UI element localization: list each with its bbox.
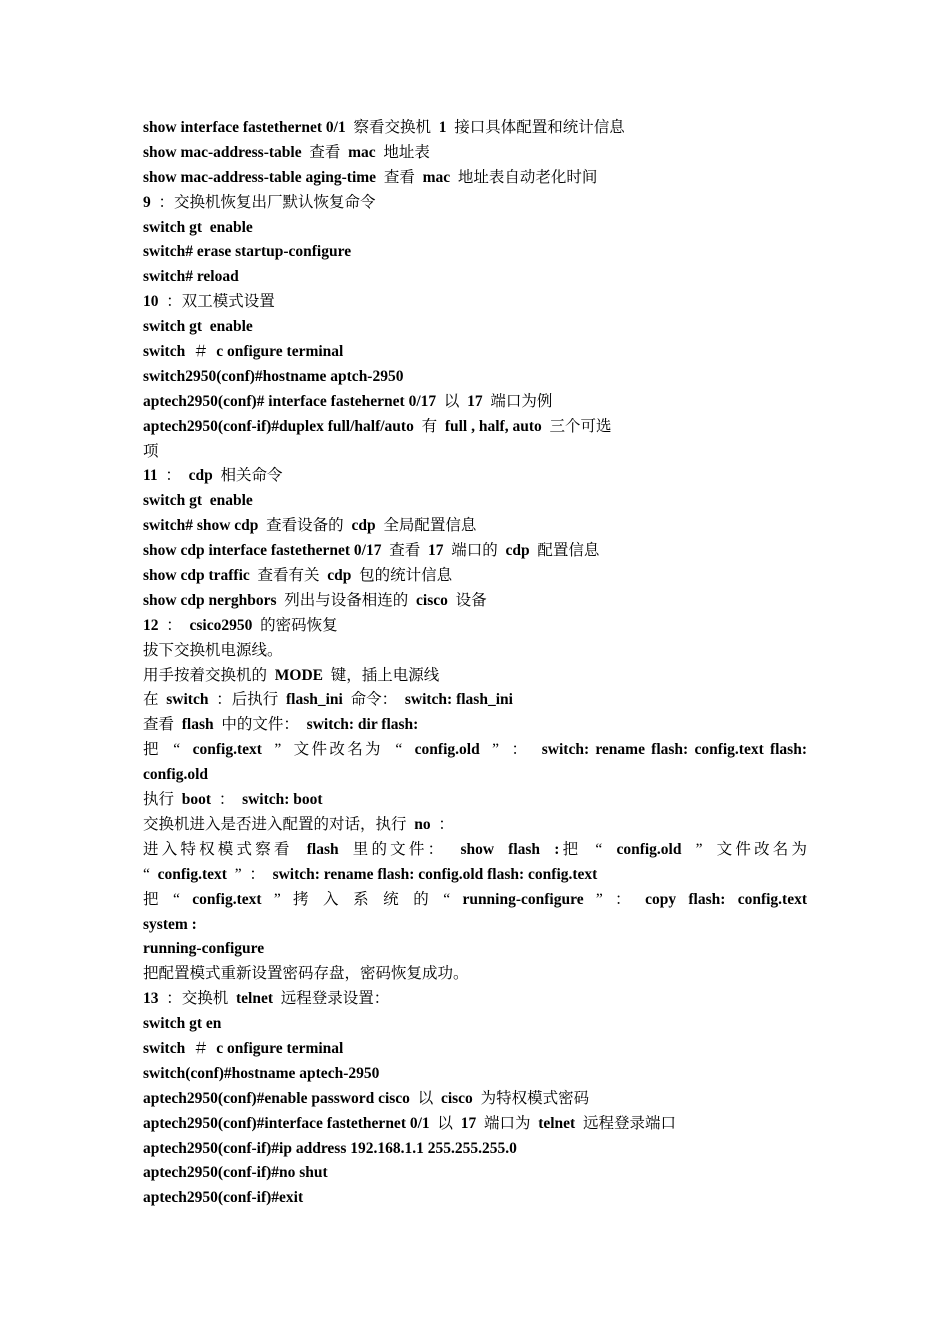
text-line (143, 1161, 807, 1186)
description-text: 里的文件： (352, 840, 461, 858)
description-text: 远程登录设置： (280, 990, 390, 1008)
text-line (143, 440, 807, 465)
command-text: switch2950(conf)#hostname aptch-2950 (143, 367, 404, 385)
command-text: switch# show cdp (143, 517, 267, 535)
description-text: 拔下交换机电源线。 (143, 641, 283, 659)
description-text: 把 “ (143, 741, 193, 759)
command-text: telnet (538, 1114, 583, 1132)
command-text: 17 (460, 1114, 484, 1132)
description-text: 中的文件： (221, 716, 307, 734)
command-text: system : (143, 915, 197, 933)
command-text: show cdp interface fastethernet 0/17 (143, 542, 390, 560)
command-text: c onfigure terminal (216, 1039, 344, 1057)
text-line (143, 1186, 807, 1211)
command-text: switch: dir flash: (306, 716, 419, 734)
description-text: 以 (417, 1089, 441, 1107)
command-text: telnet (236, 990, 281, 1008)
description-text: 察看交换机 (353, 119, 439, 136)
command-text: switch (143, 343, 193, 361)
text-line (143, 564, 807, 589)
description-text: 查看 (309, 143, 349, 161)
command-text: switch: rename flash: config.old flash: config.text (272, 865, 598, 883)
description-text: 地址表自动老化时间 (457, 168, 598, 186)
command-text: copy flash: config.text (645, 890, 807, 908)
description-text: ” ： (595, 890, 646, 908)
command-text: config.text (157, 865, 235, 883)
description-text: 命令： (350, 691, 405, 709)
text-line (143, 365, 807, 390)
command-text: aptech2950(conf-if)#duplex full/half/auto (143, 417, 422, 435)
description-text: 查看 (143, 716, 182, 734)
description-text: 相关命令 (220, 467, 283, 485)
command-text: boot (181, 791, 219, 809)
text-line (143, 340, 807, 365)
command-text: switch(conf)#hostname aptech-2950 (143, 1064, 380, 1082)
command-text: no (414, 815, 439, 833)
command-text: switch: rename flash: config.text flash: (541, 741, 807, 759)
command-text: show cdp nerghbors (143, 591, 285, 609)
description-text: ” ： (492, 741, 542, 759)
command-text: c onfigure terminal (216, 343, 344, 361)
description-text: 查看 (383, 168, 423, 186)
command-text: config.text (192, 741, 275, 759)
description-text: ：交换机 (166, 990, 237, 1008)
command-text: show cdp traffic (143, 567, 258, 585)
description-text: 三个可选 (549, 417, 612, 435)
text-line (143, 589, 807, 614)
description-text: 地址表 (383, 143, 430, 161)
text-line (143, 166, 807, 191)
command-text: cdp (327, 567, 360, 585)
description-text: ” 文件改名为 (695, 840, 807, 858)
text-line (143, 639, 807, 664)
command-text: 17 (428, 542, 452, 560)
description-text: ＃ (192, 343, 217, 361)
description-text: 在 (143, 691, 167, 709)
command-text: config.old (616, 840, 696, 858)
text-line (143, 141, 807, 166)
text-line (143, 1012, 807, 1037)
command-text: config.old (414, 741, 493, 759)
text-line (143, 265, 807, 290)
text-line (143, 738, 807, 763)
description-text: “ (143, 865, 158, 883)
description-text: 为特权模式密码 (480, 1089, 590, 1107)
text-line (143, 315, 807, 340)
command-text: cdp (505, 542, 538, 560)
description-text: ： (218, 791, 243, 809)
command-text: csico2950 (189, 616, 261, 634)
description-text: 有 (421, 417, 445, 435)
text-line (143, 1037, 807, 1062)
description-text: ＃ (192, 1039, 217, 1057)
description-text: ” 拷 入 系 统 的 “ (273, 890, 463, 908)
command-text: mac (348, 143, 384, 161)
command-text: show flash : (460, 840, 560, 858)
description-text: 交换机进入是否进入配置的对话，执行 (143, 815, 415, 833)
text-line (143, 614, 807, 639)
command-text: aptech2950(conf)#enable password cisco (143, 1089, 418, 1107)
command-text: running-configure (143, 940, 265, 958)
command-text: config.text (192, 890, 274, 908)
command-text: aptech2950(conf)#interface fastethernet 0/1 (143, 1114, 438, 1132)
description-text: 用手按着交换机的 (143, 666, 275, 684)
text-line (143, 290, 807, 315)
command-text: running-configure (462, 890, 596, 908)
text-line (143, 1087, 807, 1112)
command-text: cdp (188, 467, 221, 485)
command-text: switch (166, 691, 217, 709)
document-body (143, 116, 807, 1211)
text-line (143, 191, 807, 216)
description-text: 键，插上电源线 (330, 666, 440, 684)
description-text: 远程登录端口 (582, 1114, 676, 1132)
command-text: switch (143, 1039, 193, 1057)
text-line (143, 937, 807, 962)
description-text: ：双工模式设置 (166, 293, 275, 311)
text-line (143, 415, 807, 440)
text-line (143, 116, 807, 141)
command-text: aptech2950(conf-if)#exit (143, 1189, 304, 1207)
text-line (143, 464, 807, 489)
command-text: aptech2950(conf-if)#ip address 192.168.1.1 255.255.255.0 (143, 1139, 517, 1157)
text-line (143, 788, 807, 813)
description-text: 全局配置信息 (383, 517, 477, 535)
text-line (143, 240, 807, 265)
text-line (143, 713, 807, 738)
description-text: 把 “ (559, 840, 617, 858)
command-text: full , half, auto (444, 417, 550, 435)
command-text: 11 (143, 467, 166, 485)
command-text: switch gt enable (143, 318, 253, 336)
description-text: 端口的 (451, 542, 506, 560)
description-text: 查看 (389, 542, 428, 560)
text-line (143, 888, 807, 913)
command-text: show mac-address-table (143, 143, 310, 161)
description-text: 的密码恢复 (260, 616, 338, 634)
command-text: 12 (143, 616, 167, 634)
command-text: config.old (143, 766, 209, 784)
text-line (143, 1137, 807, 1162)
command-text: switch gt enable (143, 218, 253, 236)
command-text: switch gt enable (143, 492, 253, 510)
command-text: aptech2950(conf-if)#no shut (143, 1164, 328, 1182)
command-text: 13 (143, 990, 167, 1008)
command-text: switch gt en (143, 1015, 222, 1033)
description-text: ” 文件改名为 “ (274, 741, 415, 759)
text-line (143, 863, 807, 888)
description-text: 把配置模式重新设置密码存盘，密码恢复成功。 (143, 965, 469, 983)
description-text: 进入特权模式察看 (143, 840, 307, 858)
description-text: 项 (143, 442, 159, 460)
command-text: show mac-address-table aging-time (143, 168, 384, 186)
description-text: 设备 (455, 591, 487, 609)
description-text: ： (438, 815, 454, 833)
description-text: 查看有关 (257, 567, 328, 585)
text-line (143, 664, 807, 689)
command-text: flash_ini (285, 691, 351, 709)
description-text: ” ： (234, 865, 273, 883)
text-line (143, 539, 807, 564)
command-text: MODE (274, 666, 331, 684)
command-text: switch: boot (242, 791, 323, 809)
command-text: cdp (351, 517, 384, 535)
description-text: 接口具体配置和统计信息 (454, 119, 625, 136)
description-text: 查看设备的 (266, 517, 352, 535)
command-text: aptech2950(conf)# interface fastehernet 0/17 (143, 392, 444, 410)
text-line (143, 216, 807, 241)
text-line (143, 1112, 807, 1137)
description-text: ：交换机恢复出厂默认恢复命令 (158, 193, 376, 211)
description-text: 列出与设备相连的 (284, 591, 417, 609)
command-text: 17 (467, 392, 491, 410)
command-text: switch# reload (143, 268, 239, 286)
description-text: 以 (443, 392, 468, 410)
command-text: 1 (438, 119, 455, 136)
description-text: 配置信息 (537, 542, 600, 560)
description-text: 端口为 (483, 1114, 539, 1132)
command-text: flash (181, 716, 222, 734)
text-line (143, 987, 807, 1012)
command-text: cisco (416, 591, 456, 609)
command-text: flash (306, 840, 353, 858)
text-line (143, 962, 807, 987)
description-text: 包的统计信息 (359, 567, 453, 585)
command-text: 10 (143, 293, 167, 311)
command-text: 9 (143, 193, 159, 211)
text-line (143, 514, 807, 539)
command-text: cisco (440, 1089, 481, 1107)
command-text: switch: flash_ini (404, 691, 513, 709)
description-text: 执行 (143, 791, 182, 809)
command-text: show interface fastethernet 0/1 (143, 119, 354, 136)
command-text: switch# erase startup-configure (143, 243, 352, 261)
description-text: ： (165, 467, 189, 485)
description-text: ： (166, 616, 190, 634)
command-text: mac (422, 168, 458, 186)
text-line (143, 838, 807, 863)
text-line (143, 1062, 807, 1087)
text-line (143, 489, 807, 514)
text-line (143, 390, 807, 415)
description-text: 把 “ (143, 890, 193, 908)
text-line (143, 913, 807, 938)
description-text: 端口为例 (490, 392, 553, 410)
description-text: ：后执行 (216, 691, 286, 709)
description-text: 以 (437, 1114, 461, 1132)
text-line (143, 813, 807, 838)
text-line (143, 763, 807, 788)
text-line (143, 688, 807, 713)
